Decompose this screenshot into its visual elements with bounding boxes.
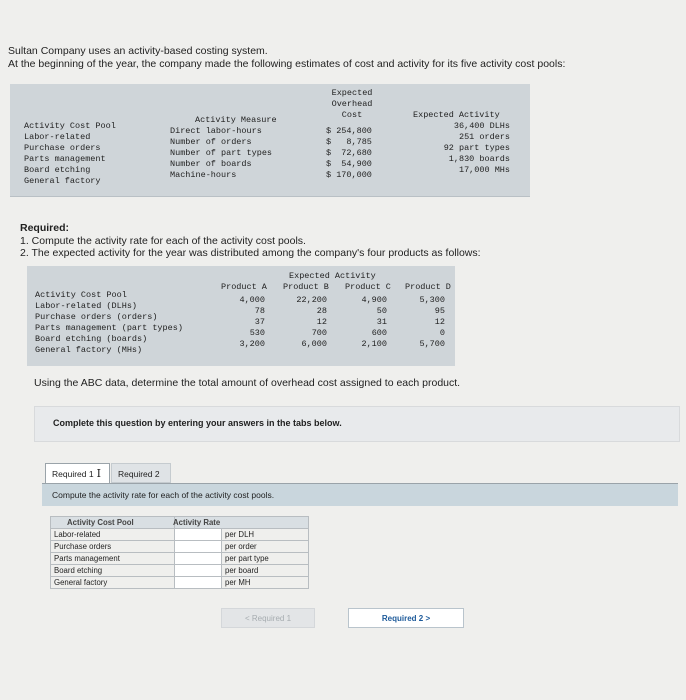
required-item-2: 2. The expected activity for the year was distributed among the company's four products as follows: xyxy=(20,247,481,259)
measure-row-5: Machine-hours xyxy=(170,170,237,180)
header-product-d: Product D xyxy=(405,282,451,292)
t2-pool-row-2: Purchase orders (orders) xyxy=(35,312,158,322)
next-required-button[interactable]: Required 2 > xyxy=(348,608,464,628)
instructions-box xyxy=(34,406,680,442)
t2-a-row-4: 530 xyxy=(249,328,265,338)
t2-b-row-1: 22,200 xyxy=(296,295,327,305)
rate-row-3-pool: Parts management xyxy=(51,553,175,565)
t2-pool-row-1: Labor-related (DLHs) xyxy=(35,301,138,311)
intro-line-1: Sultan Company uses an activity-based costing system. xyxy=(8,45,268,57)
t2-b-row-2: 28 xyxy=(316,306,327,316)
t2-a-row-5: 3,200 xyxy=(239,339,265,349)
t2-b-row-3: 12 xyxy=(316,317,327,327)
rate-input-general-factory[interactable] xyxy=(175,577,222,589)
header-expected-activity: Expected Activity xyxy=(413,110,500,120)
product-activity-table xyxy=(27,266,455,366)
required-section xyxy=(20,222,481,260)
rate-row-4-pool: Board etching xyxy=(51,565,175,577)
col-activity-rate: Activity Rate xyxy=(175,517,309,529)
measure-row-4: Number of boards xyxy=(170,159,252,169)
header-cost: Cost xyxy=(341,110,363,120)
rate-row-5-pool: General factory xyxy=(51,577,175,589)
cost-row-3: $ 72,680 xyxy=(326,148,372,158)
pool-row-2: Purchase orders xyxy=(24,143,101,153)
t2-c-row-1: 4,900 xyxy=(361,295,387,305)
rate-row-2-unit: per order xyxy=(222,541,309,553)
cost-row-2: $ 8,785 xyxy=(326,137,372,147)
prev-required-button[interactable]: < Required 1 xyxy=(221,608,315,628)
rate-row-1-unit: per DLH xyxy=(222,529,309,541)
header-activity-measure: Activity Measure xyxy=(195,115,277,125)
cost-pool-table xyxy=(10,84,530,197)
activity-row-2: 251 orders xyxy=(458,132,510,142)
cost-row-4: $ 54,900 xyxy=(326,159,372,169)
required-title: Required: xyxy=(20,222,70,234)
t2-d-row-3: 12 xyxy=(434,317,445,327)
t2-b-row-5: 6,000 xyxy=(301,339,327,349)
activity-row-4: 1,830 boards xyxy=(448,154,510,164)
tab-required-1-label: Required 1 xyxy=(52,469,94,479)
measure-row-3: Number of part types xyxy=(170,148,273,158)
t2-c-row-5: 2,100 xyxy=(361,339,387,349)
rate-row-3-unit: per part type xyxy=(222,553,309,565)
activity-rate-table xyxy=(50,516,309,589)
rate-input-board-etching[interactable] xyxy=(175,565,222,577)
t2-pool-row-3: Parts management (part types) xyxy=(35,323,183,333)
header-overhead: Overhead xyxy=(331,99,373,109)
required-item-1: 1. Compute the activity rate for each of the activity cost pools. xyxy=(20,234,306,247)
measure-row-1: Direct labor-hours xyxy=(170,126,262,136)
header-expected: Expected xyxy=(331,88,373,98)
tab-required-1[interactable] xyxy=(45,463,110,483)
tab-required-2-label: Required 2 xyxy=(118,469,160,479)
intro-line-2: At the beginning of the year, the company made the following estimates of cost and activity for its five activity cost pools: xyxy=(8,58,566,70)
text-cursor-icon: I xyxy=(96,467,101,480)
pool-row-1: Labor-related xyxy=(24,132,91,142)
header-product-a: Product A xyxy=(221,282,267,292)
pool-row-5: General factory xyxy=(24,176,101,186)
t2-d-row-5: 5,700 xyxy=(419,339,445,349)
question-text: Using the ABC data, determine the total amount of overhead cost assigned to each product. xyxy=(34,377,461,389)
instructions-text: Complete this question by entering your answers in the tabs below. xyxy=(53,418,342,428)
header-product-b: Product B xyxy=(283,282,329,292)
rate-row-4-unit: per board xyxy=(222,565,309,577)
rate-row-5-unit: per MH xyxy=(222,577,309,589)
t2-a-row-2: 78 xyxy=(254,306,265,316)
intro-text xyxy=(8,45,565,71)
pool-row-4: Board etching xyxy=(24,165,91,175)
rate-row-2-pool: Purchase orders xyxy=(51,541,175,553)
t2-b-row-4: 700 xyxy=(311,328,327,338)
header-activity-cost-pool-2: Activity Cost Pool xyxy=(35,290,127,300)
rate-input-labor-related[interactable] xyxy=(175,529,222,541)
col-activity-cost-pool: Activity Cost Pool xyxy=(51,517,175,529)
rate-input-parts-management[interactable] xyxy=(175,553,222,565)
pool-row-3: Parts management xyxy=(24,154,106,164)
cost-row-1: $ 254,800 xyxy=(326,126,372,136)
t2-c-row-3: 31 xyxy=(376,317,387,327)
activity-row-1: 36,400 DLHs xyxy=(453,121,510,131)
rate-input-purchase-orders[interactable] xyxy=(175,541,222,553)
t2-d-row-1: 5,300 xyxy=(419,295,445,305)
measure-row-2: Number of orders xyxy=(170,137,252,147)
activity-row-3: 92 part types xyxy=(443,143,510,153)
t2-pool-row-5: General factory (MHs) xyxy=(35,345,143,355)
t2-d-row-2: 95 xyxy=(434,306,445,316)
t2-a-row-1: 4,000 xyxy=(239,295,265,305)
tab-panel-header xyxy=(42,483,678,506)
header-activity-cost-pool: Activity Cost Pool xyxy=(24,121,116,131)
t2-d-row-4: 0 xyxy=(439,328,445,338)
panel-instruction: Compute the activity rate for each of the activity cost pools. xyxy=(52,490,275,500)
t2-c-row-4: 600 xyxy=(371,328,387,338)
t2-pool-row-4: Board etching (boards) xyxy=(35,334,148,344)
header-expected-activity-group: Expected Activity xyxy=(289,271,376,281)
t2-c-row-2: 50 xyxy=(376,306,387,316)
activity-row-5: 17,000 MHs xyxy=(458,165,510,175)
tab-required-2[interactable] xyxy=(111,463,171,483)
header-product-c: Product C xyxy=(345,282,391,292)
rate-row-1-pool: Labor-related xyxy=(51,529,175,541)
t2-a-row-3: 37 xyxy=(254,317,265,327)
cost-row-5: $ 170,000 xyxy=(326,170,372,180)
